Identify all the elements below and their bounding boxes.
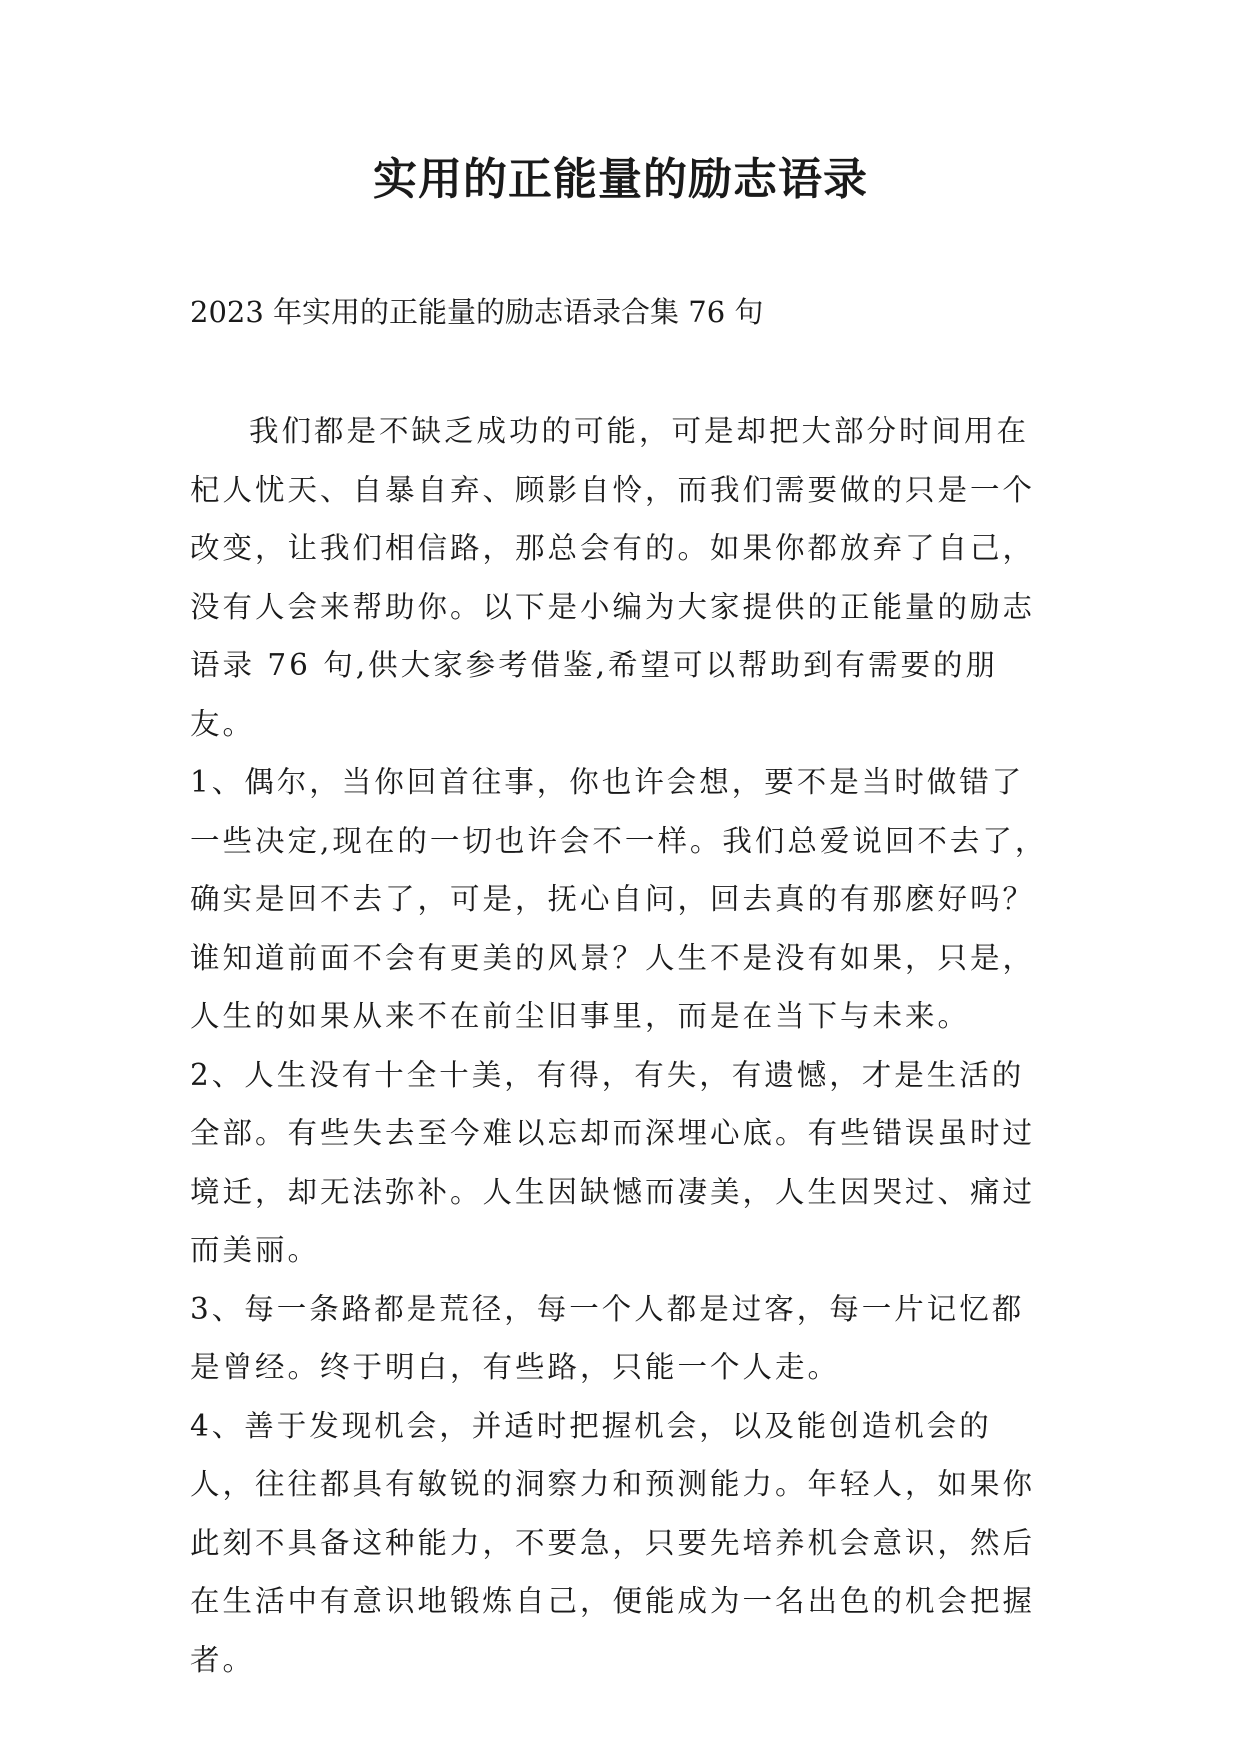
quote-item-1: 1、偶尔，当你回首往事，你也许会想，要不是当时做错了一些决定,现在的一切也许会不一样。我们总爱说回不去了，确实是回不去了，可是，抚心自问，回去真的有那麽好吗？谁知道前面不会有更美的风景？人生不是没有如果，只是，人生的如果从来不在前尘旧事里，而是在当下与未来。 (190, 765, 1048, 1033)
document-title: 实用的正能量的励志语录 (373, 154, 868, 205)
document-subtitle: 2023 年实用的正能量的励志语录合集 76 句 (190, 295, 764, 329)
quote-item-2: 2、人生没有十全十美，有得，有失，有遗憾，才是生活的全部。有些失去至今难以忘却而深埋心底。有些错误虽时过境迁，却无法弥补。人生因缺憾而凄美，人生因哭过、痛过而美丽。 (190, 1057, 1036, 1267)
quote-item-3: 3、每一条路都是荒径，每一个人都是过客，每一片记忆都是曾经。终于明白，有些路，只能一个人走。 (190, 1291, 1025, 1384)
document-body (190, 402, 1050, 1689)
quote-item-4: 4、善于发现机会，并适时把握机会，以及能创造机会的人，往往都具有敏锐的洞察力和预测能力。年轻人，如果你此刻不具备这种能力，不要急，只要先培养机会意识，然后在生活中有意识地锻炼自己，便能成为一名出色的机会把握者。 (190, 1408, 1036, 1677)
intro-paragraph: 我们都是不缺乏成功的可能，可是却把大部分时间用在杞人忧天、自暴自弃、顾影自怜，而我们需要做的只是一个改变，让我们相信路，那总会有的。如果你都放弃了自己，没有人会来帮助你。以下是小编为大家提供的正能量的励志语录 76 句,供大家参考借鉴,希望可以帮助到有需要的朋友。 (190, 414, 1036, 741)
